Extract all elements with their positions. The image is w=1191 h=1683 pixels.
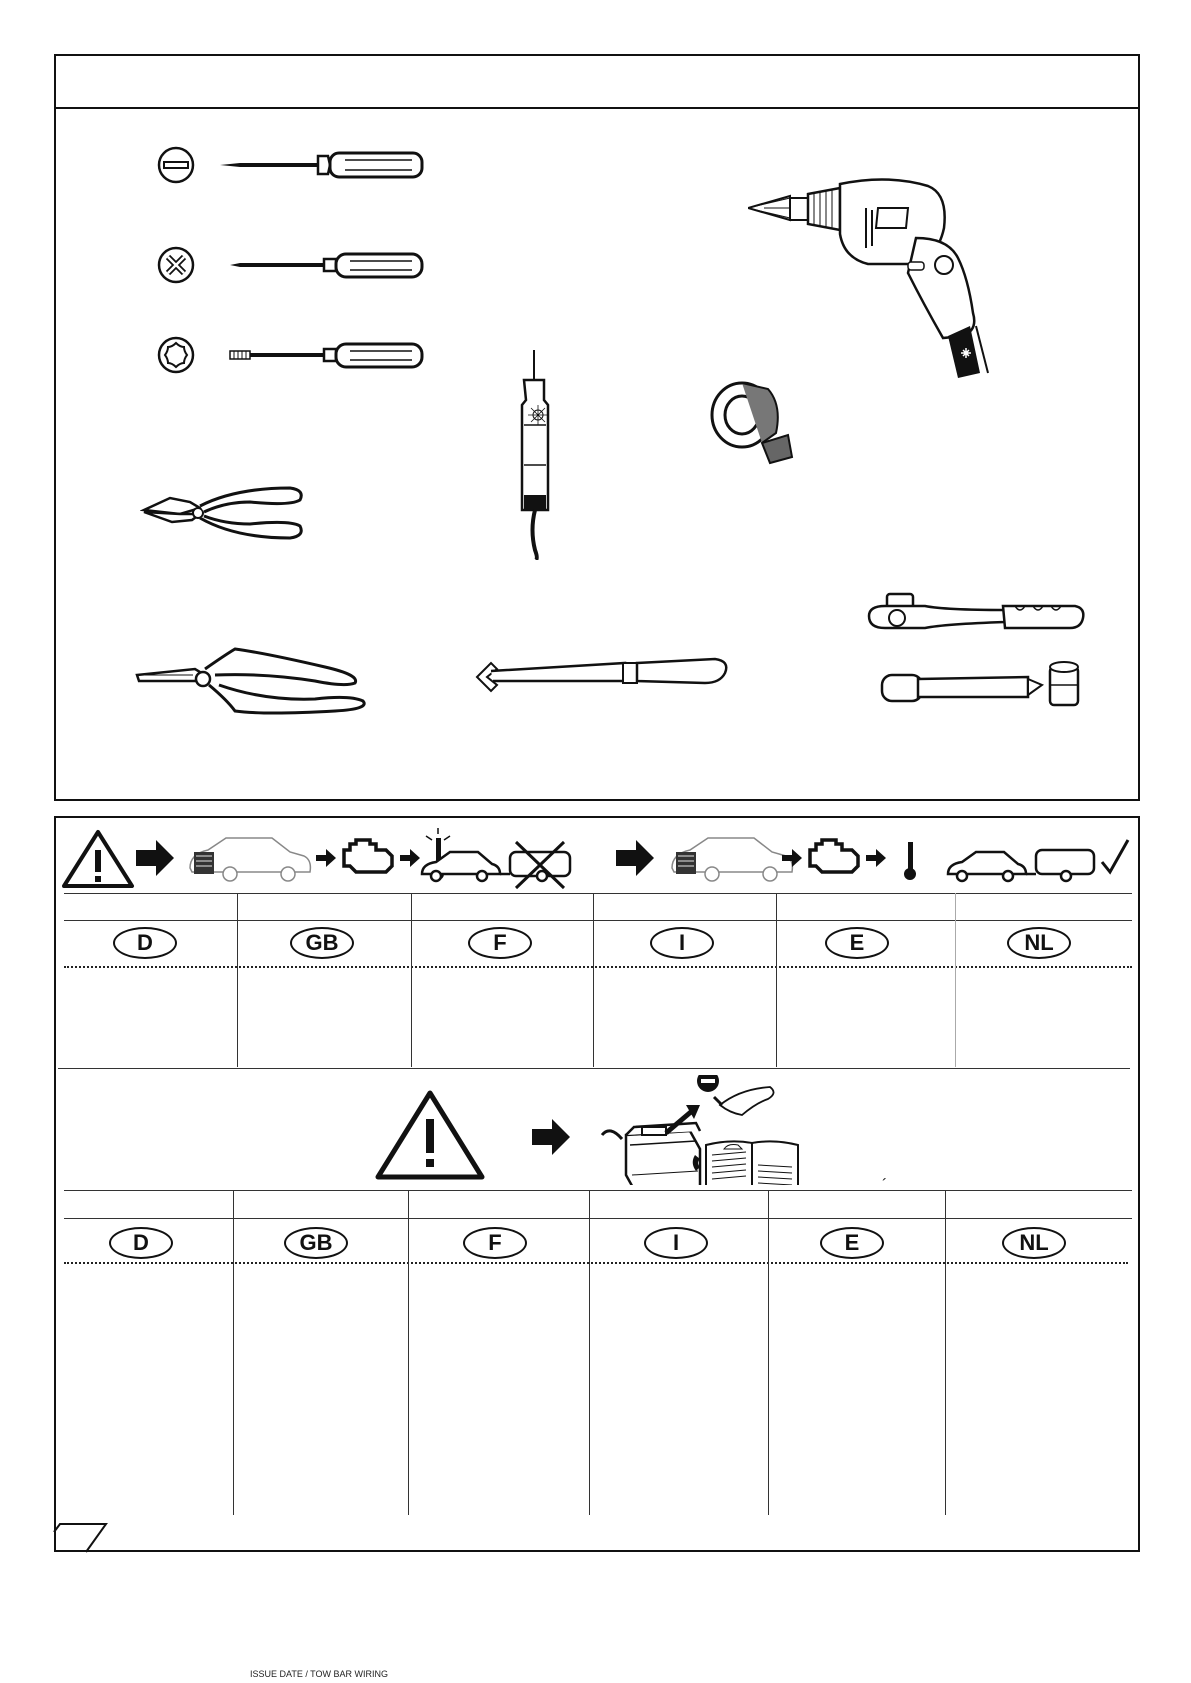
language-badge-e: E [820,1227,884,1259]
language-badge-nl: NL [1007,927,1071,959]
section1-col-divider [593,893,594,1067]
section1-col-divider [955,893,956,1067]
slot-icon [159,148,193,182]
voltage-tester [510,350,560,560]
torque-wrench [865,590,1085,640]
car-icon [672,838,792,881]
section2-col-divider [233,1190,234,1515]
power-drill [748,178,998,378]
torx-screwdriver [150,330,430,380]
language-badge-f: F [468,927,532,959]
section2-col-divider [768,1190,769,1515]
car-trailer-check-icon [948,840,1128,881]
page-corner-tab [50,1512,110,1556]
language-badge-gb: GB [290,927,354,959]
engine-icon [344,840,392,872]
warning-towing-icon-strip [60,828,1140,890]
language-badge-i: I [650,927,714,959]
cross-icon [159,248,193,282]
section2-col-divider [589,1190,590,1515]
thermometer-icon [904,842,916,880]
insulating-tape [710,375,795,465]
section1-col-divider [237,893,238,1067]
section-separator [58,1068,1130,1069]
pliers [135,645,370,720]
section2-mid-rule [64,1218,1132,1219]
side-cutters [140,480,310,550]
language-badge-gb: GB [284,1227,348,1259]
engine-icon [810,840,858,872]
section1-col-divider [776,893,777,1067]
tools-panel-header [56,56,1138,109]
language-badge-i: I [644,1227,708,1259]
socket-extension [878,655,1088,715]
battery-warning-icon-strip [370,1075,850,1185]
manual-icon [693,1141,798,1185]
car-icon [190,838,310,881]
language-badge-d: D [113,927,177,959]
section2-col-divider [945,1190,946,1515]
section1-top-rule [64,893,1132,894]
section2-dotted-rule [64,1262,1128,1264]
arrow-icon [532,1119,570,1155]
language-badge-e: E [825,927,889,959]
page-footer-text: ISSUE DATE / TOW BAR WIRING [250,1669,389,1679]
language-badge-d: D [109,1227,173,1259]
flat-screwdriver [150,140,430,190]
warning-icon [64,832,132,886]
arrow-icon [616,840,654,876]
section2-top-rule [64,1190,1132,1191]
section2-col-divider [408,1190,409,1515]
section1-dotted-rule [64,966,1132,968]
arrow-icon [136,840,174,876]
stray-mark: ´ [882,1177,888,1194]
warning-icon [378,1093,482,1177]
torx-icon [159,338,193,372]
section1-mid-rule [64,920,1132,921]
arrow-icon [316,849,336,867]
language-badge-nl: NL [1002,1227,1066,1259]
car-trailer-crossed-icon [422,842,570,888]
phillips-screwdriver [150,240,430,290]
arrow-icon [866,849,886,867]
language-badge-f: F [463,1227,527,1259]
trim-removal-tool [475,655,730,700]
arrow-icon [400,849,420,867]
section1-col-divider [411,893,412,1067]
